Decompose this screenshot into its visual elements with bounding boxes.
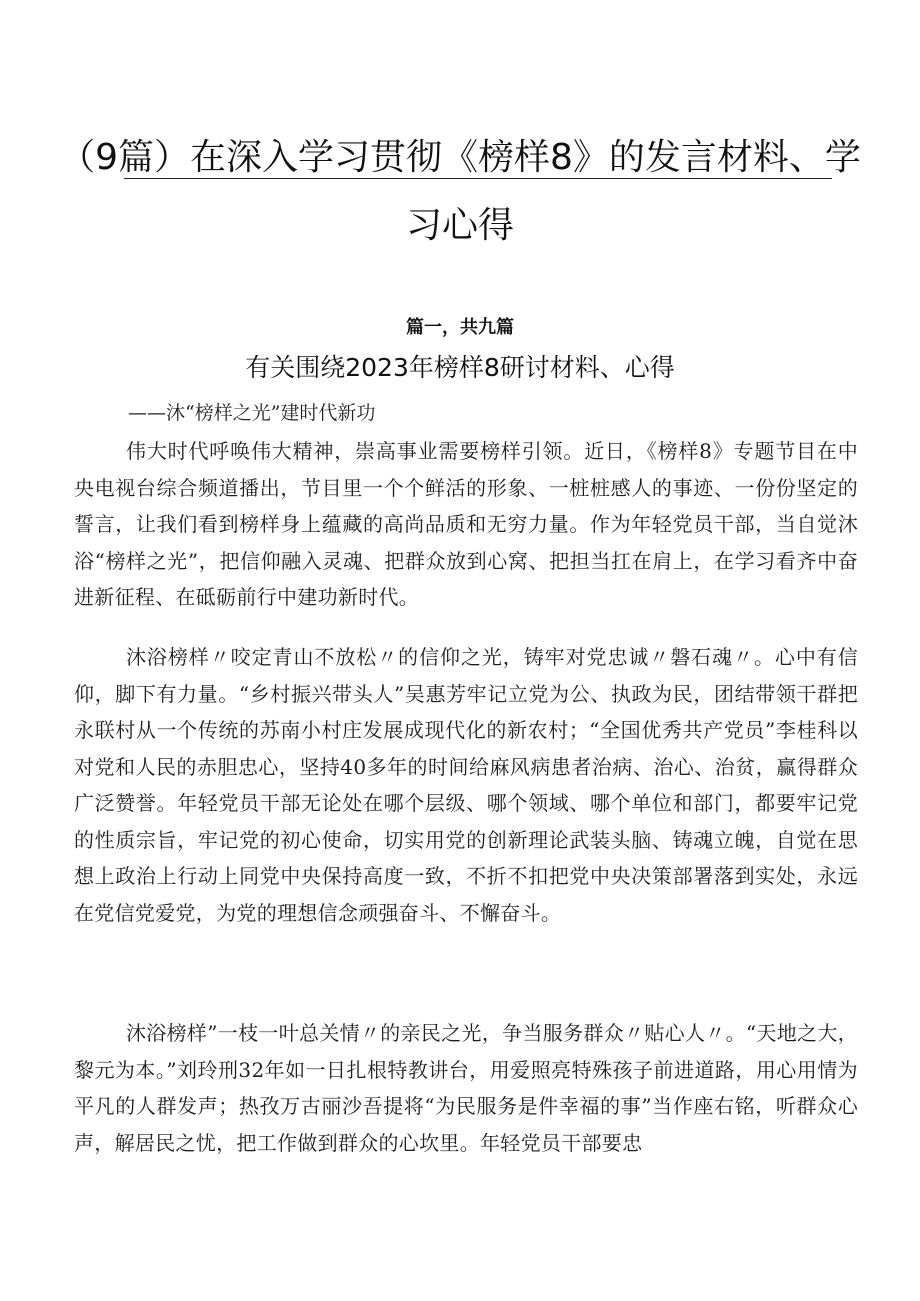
article-byline: ——沐“榜样之光”建时代新功 <box>128 402 376 424</box>
body-paragraph-3: 沐浴榜样”一枝一叶总关情〃的亲民之光，争当服务群众〃贴心人〃。“天地之大，黎元为本。”刘玲刑32年如一日扎根特教讲台，用爱照亮特殊孩子前进道路，用心用情为平凡的人群发声；热孜万古丽沙吾提将“为民服务是件幸福的事”当作座右铭，听群众心声，解居民之忧，把工作做到群众的心坎里。年轻党员干部要忠 <box>74 1021 858 1155</box>
article-subtitle: 有关围绕2023年榜样8研讨材料、心得 <box>245 353 675 382</box>
title-underline <box>124 178 832 179</box>
body-paragraph-2: 沐浴榜样〃咬定青山不放松〃的信仰之光，铸牢对党忠诚〃磐石魂〃。心中有信仰，脚下有力量。“乡村振兴带头人”吴惠芳牢记立党为公、执政为民，团结带领干群把永联村从一个传统的苏南小村庄发展成现代化的新农村；“全国优秀共产党员”李桂科以对党和人民的赤胆忠心，坚持40多年的时间给麻风病患者治病、治心、治贫，赢得群众广泛赞誉。年轻党员干部无论处在哪个层级、哪个领域、哪个单位和部门，都要牢记党的性质宗旨，牢记党的初心使命，切实用党的创新理论武装头脑、铸魂立魄，自觉在思想上政治上行动上同党中央保持高度一致，不折不扣把党中央决策部署落到实处，永远在党信党爱党，为党的理想信念顽强奋斗、不懈奋斗。 <box>74 645 858 925</box>
document-title-line-2: 习心得 <box>405 205 514 246</box>
document-title-line-1: （9篇）在深入学习贯彻《榜样8》的发言材料、学 <box>59 137 861 178</box>
part-label: 篇一，共九篇 <box>406 317 514 338</box>
body-paragraph-1: 伟大时代呼唤伟大精神，崇高事业需要榜样引领。近日，《榜样8》专题节目在中央电视台综合频道播出，节目里一个个鲜活的形象、一桩桩感人的事迹、一份份坚定的誓言，让我们看到榜样身上蕴藏的高尚品质和无穷力量。作为年轻党员干部，当自觉沐浴“榜样之光”，把信仰融入灵魂、把群众放到心窝、把担当扛在肩上，在学习看齐中奋进新征程、在砥砺前行中建功新时代。 <box>74 439 858 609</box>
